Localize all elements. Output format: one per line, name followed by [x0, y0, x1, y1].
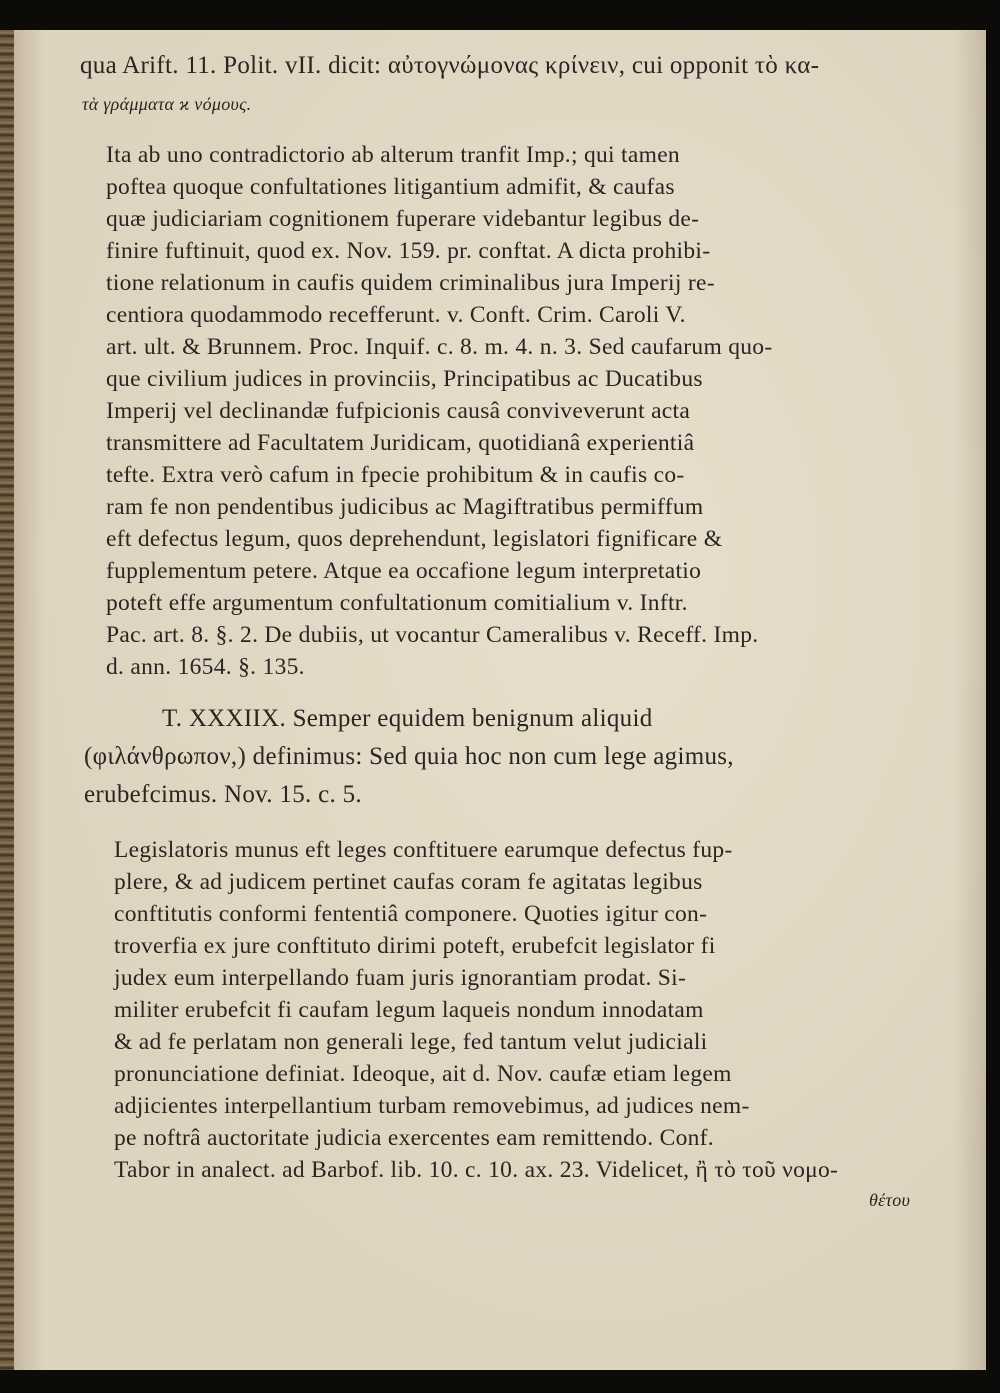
- book-gutter: [0, 30, 14, 1370]
- text-line: tefte. Extra verò cafum in fpecie prohibitum & in caufis co-: [106, 462, 685, 488]
- text-line: fupplementum petere. Atque ea occafione legum interpretatio: [106, 558, 702, 584]
- catchword: θέτου: [869, 1190, 911, 1210]
- text-line: τὰ γράμματα ϰ νόμους.: [82, 94, 252, 114]
- text-line: & ad fe perlatam non generali lege, fed tantum velut judiciali: [114, 1029, 708, 1055]
- text-line: finire fuftinuit, quod ex. Nov. 159. pr. conftat. A dicta prohibi-: [106, 238, 711, 264]
- text-line: ram fe non pendentibus judicibus ac Magiftratibus permiffum: [106, 494, 704, 520]
- text-line: pronunciatione definiat. Ideoque, ait d. Nov. caufæ etiam legem: [114, 1061, 732, 1087]
- text-line: quæ judiciariam cognitionem fuperare videbantur legibus de-: [106, 206, 700, 232]
- text-line: poftea quoque confultationes litigantium admifit, & caufas: [106, 174, 675, 200]
- text-line: conftitutis conformi fententiâ componere. Quoties igitur con-: [114, 901, 708, 927]
- text-line: Ita ab uno contradictorio ab alterum tranfit Imp.; qui tamen: [106, 142, 680, 168]
- text-line: erubefcimus. Nov. 15. c. 5.: [84, 781, 362, 808]
- text-line: tione relationum in caufis quidem criminalibus jura Imperij re-: [106, 270, 715, 296]
- text-line: plere, & ad judicem pertinet caufas coram fe agitatas legibus: [114, 869, 703, 895]
- text-line: pe noftrâ auctoritate judicia exercentes eam remittendo. Conf.: [114, 1125, 714, 1151]
- text-line: d. ann. 1654. §. 135.: [106, 654, 305, 680]
- text-line: (φιλάνθρωπον,) definimus: Sed quia hoc non cum lege agimus,: [84, 743, 734, 770]
- text-line: Imperij vel declinandæ fufpicionis causâ conviveverunt acta: [106, 398, 691, 424]
- text-line: adjicientes interpellantium turbam removebimus, ad judices nem-: [114, 1093, 750, 1119]
- text-line: qua Arift. 11. Polit. vII. dicit: αὐτογνώμονας κρίνειν, cui opponit τὸ κα-: [80, 52, 820, 79]
- text-line: Pac. art. 8. §. 2. De dubiis, ut vocantur Cameralibus v. Receff. Imp.: [106, 622, 759, 648]
- text-line: transmittere ad Facultatem Juridicam, quotidianâ experientiâ: [106, 430, 695, 456]
- text-line: judex eum interpellando fuam juris ignorantiam prodat. Si-: [114, 965, 687, 991]
- text-line: eft defectus legum, quos deprehendunt, legislatori fignificare &: [106, 526, 723, 552]
- book-page: [14, 30, 986, 1370]
- section-heading: T. XXXIIX. Semper equidem benignum aliquid: [162, 705, 653, 732]
- text-line: centiora quodammodo recefferunt. v. Conft. Crim. Caroli V.: [106, 302, 686, 328]
- scan-bottom-edge: [0, 1370, 1000, 1393]
- text-line: Legislatoris munus eft leges conftituere earumque defectus fup-: [114, 837, 733, 863]
- text-line: troverfia ex jure conftituto dirimi poteft, erubefcit legislator fi: [114, 933, 716, 959]
- text-line: militer erubefcit fi caufam legum laqueis nondum innodatam: [114, 997, 704, 1023]
- text-line: poteft effe argumentum confultationum comitialium v. Inftr.: [106, 590, 688, 616]
- text-line: art. ult. & Brunnem. Proc. Inquif. c. 8. m. 4. n. 3. Sed caufarum quo-: [106, 334, 773, 360]
- text-line: Tabor in analect. ad Barbof. lib. 10. c. 10. ax. 23. Videlicet, ἢ τὸ τοῦ νομο-: [114, 1157, 839, 1183]
- text-line: que civilium judices in provinciis, Principatibus ac Ducatibus: [106, 366, 703, 392]
